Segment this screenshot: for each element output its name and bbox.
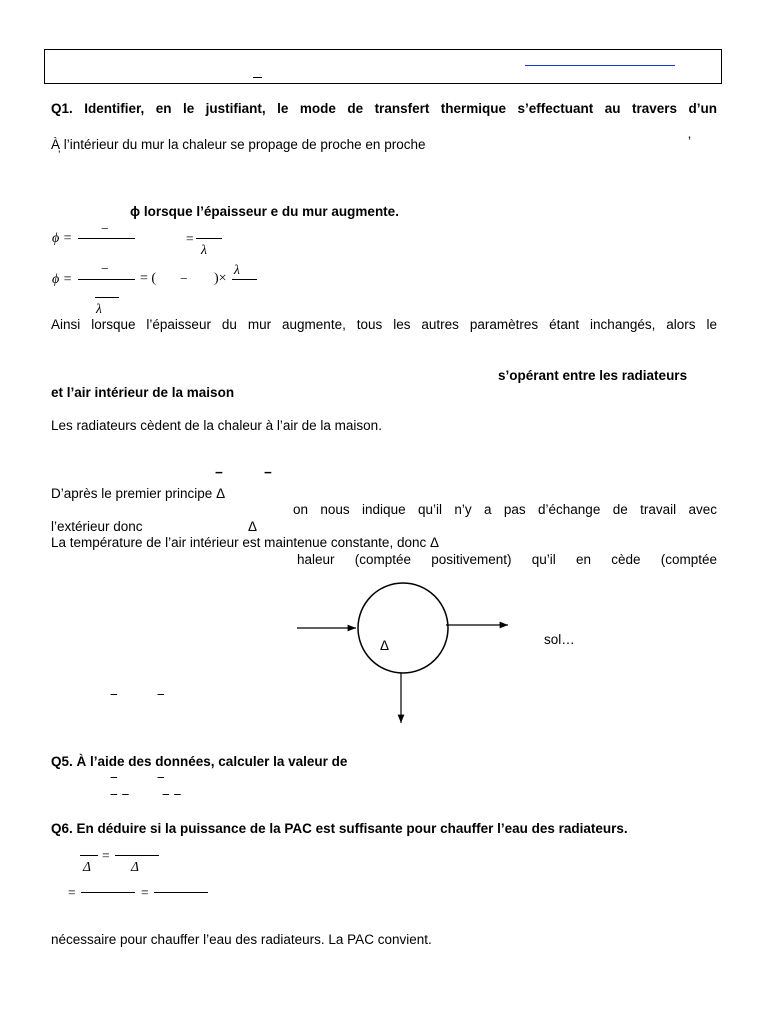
q4-line-2: on nous indique qu’il n’y a pas d’échange de travail avec [293, 502, 717, 517]
q3-title-part-2: et l’air intérieur de la maison [51, 385, 235, 400]
q4-line-3b: Δ [248, 519, 258, 534]
q3-answer: Les radiateurs cèdent de la chaleur à l’air de la maison. [51, 418, 382, 433]
q6-conclusion: nécessaire pour chauffer l’eau des radiateurs. La PAC convient. [51, 932, 432, 947]
q1-mark-2: ’ [58, 149, 61, 161]
q1-answer: À l’intérieur du mur la chaleur se propage de proche en proche [51, 137, 426, 152]
q2-minus-2: − [101, 261, 109, 276]
q4-dash-4: − [157, 687, 165, 702]
system-circle [358, 583, 448, 673]
q6-delta-2: Δ [131, 859, 139, 874]
q5-row-1a: − [110, 770, 118, 785]
q4-line-4: La température de l’air intérieur est maintenue constante, donc Δ [51, 535, 439, 550]
q4-dash-3: − [110, 687, 118, 702]
q6-eq-2: = [68, 885, 76, 900]
q6-fraction-bar-4 [154, 892, 208, 893]
q2-conclusion: Ainsi lorsque l’épaisseur du mur augmente, tous les autres paramètres étant inchangés, alors le [51, 317, 717, 332]
q2-minus-3: − [180, 271, 188, 286]
q6-fraction-bar-2 [115, 855, 159, 856]
q4-line-3a: l’extérieur donc [51, 519, 143, 534]
q2-lambda-3: λ [96, 301, 102, 316]
q5-row-2b: − − [162, 787, 182, 802]
q6-delta-1: Δ [83, 859, 91, 874]
q2-eq-paren: = ( [140, 271, 157, 286]
q6-eq-3: = [141, 885, 149, 900]
q2-eq-sign: = [186, 231, 194, 246]
q2-phi-eq-2: ϕ = [52, 272, 73, 287]
q6-title: Q6. En déduire si la puissance de la PAC est suffisante pour chauffer l’eau des radiateurs. [51, 821, 628, 836]
q6-fraction-bar-1 [80, 855, 98, 856]
q2-phi-eq-1: ϕ = [52, 231, 73, 246]
q5-row-1b: − [157, 770, 165, 785]
q1-title: Q1. Identifier, en le justifiant, le mode de transfert thermique s’effectuant au travers d’un [51, 101, 717, 116]
q2-lambda-1: λ [201, 242, 207, 257]
q2-paren-times: )× [214, 271, 227, 286]
q4-dash-2: − [264, 465, 272, 480]
q1-mark-1: ’ [688, 134, 691, 149]
q2-lambda-2: λ [234, 262, 240, 277]
q6-eq-1: = [102, 848, 110, 863]
q2-minus-1: − [101, 221, 109, 236]
q4-line-5: haleur (comptée positivement) qu’il en cède (comptée [297, 552, 717, 567]
q2-title: ϕ lorsque l’épaisseur e du mur augmente. [130, 204, 399, 219]
q4-line-1: D’après le premier principe Δ [51, 486, 226, 501]
q5-title: Q5. À l’aide des données, calculer la valeur de [51, 754, 348, 769]
q3-title-part-1: s’opérant entre les radiateurs [498, 368, 688, 383]
q5-row-2a: − − [110, 787, 130, 802]
q4-dash-1: − [215, 465, 223, 480]
sol-label: sol… [544, 632, 575, 647]
circle-delta-symbol: Δ [380, 638, 390, 653]
q6-fraction-bar-3 [81, 892, 135, 893]
